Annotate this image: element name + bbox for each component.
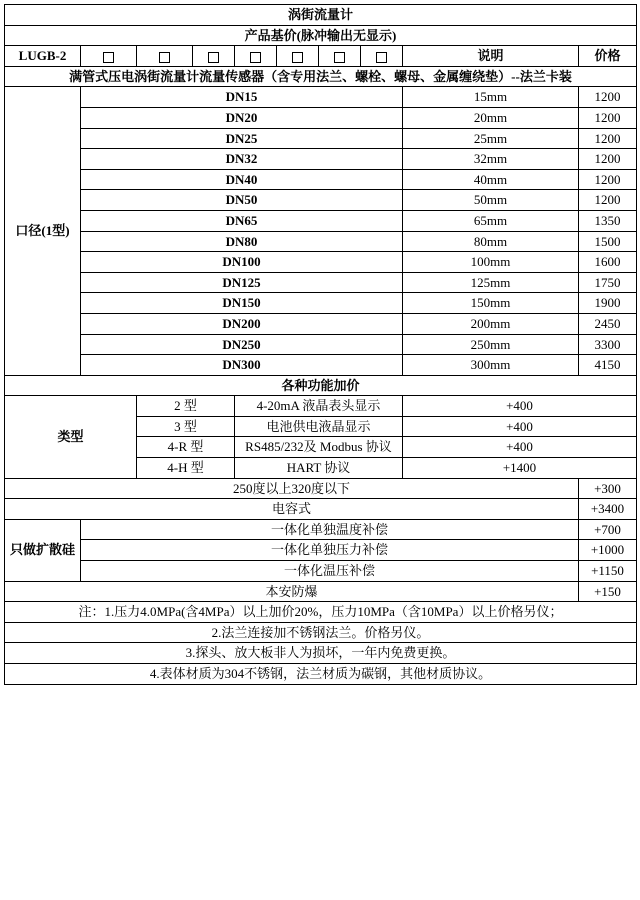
caliber-price: 2450 xyxy=(579,313,637,334)
table-row xyxy=(5,190,637,211)
type-description: 4-20mA 液晶表头显示 xyxy=(235,396,403,417)
table-row xyxy=(5,293,637,314)
subtitle: 产品基价(脉冲输出无显示) xyxy=(5,25,637,46)
type-code: 2 型 xyxy=(137,396,235,417)
explosion-proof-description: 本安防爆 xyxy=(5,581,579,602)
table-row xyxy=(5,149,637,170)
table-row xyxy=(5,499,637,520)
caliber-price: 1200 xyxy=(579,149,637,170)
caliber-dn: DN100 xyxy=(81,252,403,273)
caliber-size: 65mm xyxy=(403,210,579,231)
caliber-dn: DN300 xyxy=(81,355,403,376)
page-title: 涡街流量计 xyxy=(5,5,637,26)
type-code: 4-H 型 xyxy=(137,458,235,479)
explosion-proof-price: +150 xyxy=(579,581,637,602)
table-row xyxy=(5,478,637,499)
silicon-description: 一体化单独温度补偿 xyxy=(81,519,579,540)
caliber-dn: DN65 xyxy=(81,210,403,231)
checkbox-icon[interactable] xyxy=(159,52,170,63)
type-price: +400 xyxy=(403,396,637,417)
table-row xyxy=(5,252,637,273)
caliber-dn: DN250 xyxy=(81,334,403,355)
price-table xyxy=(4,4,637,685)
caliber-price: 1750 xyxy=(579,272,637,293)
type-description: HART 协议 xyxy=(235,458,403,479)
type-price: +1400 xyxy=(403,458,637,479)
note-row xyxy=(5,602,637,623)
features-section-title-row xyxy=(5,375,637,396)
checkbox-icon[interactable] xyxy=(250,52,261,63)
feature-description: 250度以上320度以下 xyxy=(5,478,579,499)
caliber-price: 1900 xyxy=(579,293,637,314)
caliber-price: 1200 xyxy=(579,128,637,149)
type-description: RS485/232及 Modbus 协议 xyxy=(235,437,403,458)
silicon-price: +1150 xyxy=(579,561,637,582)
checkbox-cell-1[interactable] xyxy=(81,46,137,67)
caliber-dn: DN80 xyxy=(81,231,403,252)
product-description-row xyxy=(5,66,637,87)
caliber-dn: DN50 xyxy=(81,190,403,211)
caliber-dn: DN20 xyxy=(81,107,403,128)
table-row xyxy=(5,272,637,293)
caliber-size: 40mm xyxy=(403,169,579,190)
silicon-price: +1000 xyxy=(579,540,637,561)
caliber-price: 4150 xyxy=(579,355,637,376)
caliber-price: 1600 xyxy=(579,252,637,273)
caliber-label: 口径(1型) xyxy=(5,87,81,375)
note-3: 3.探头、放大板非人为损坏，一年内免费更换。 xyxy=(5,643,637,664)
table-row xyxy=(5,169,637,190)
caliber-size: 125mm xyxy=(403,272,579,293)
note-row xyxy=(5,664,637,685)
caliber-size: 250mm xyxy=(403,334,579,355)
silicon-label: 只做扩散硅 xyxy=(5,519,81,581)
table-row xyxy=(5,87,637,108)
caliber-size: 50mm xyxy=(403,190,579,211)
caliber-price: 1500 xyxy=(579,231,637,252)
model-header-row xyxy=(5,46,637,67)
note-2: 2.法兰连接加不锈钢法兰。价格另仪。 xyxy=(5,622,637,643)
table-row xyxy=(5,128,637,149)
table-row xyxy=(5,581,637,602)
document-subtitle-row xyxy=(5,25,637,46)
document-title-row xyxy=(5,5,637,26)
silicon-description: 一体化温压补偿 xyxy=(81,561,579,582)
price-sheet xyxy=(4,4,636,685)
table-row xyxy=(5,231,637,252)
checkbox-cell-2[interactable] xyxy=(137,46,193,67)
caliber-dn: DN150 xyxy=(81,293,403,314)
description-column-header: 说明 xyxy=(403,46,579,67)
table-row xyxy=(5,355,637,376)
table-row xyxy=(5,561,637,582)
table-row xyxy=(5,519,637,540)
note-row xyxy=(5,643,637,664)
type-code: 4-R 型 xyxy=(137,437,235,458)
checkbox-icon[interactable] xyxy=(334,52,345,63)
note-1: 注：1.压力4.0MPa(含4MPa）以上加价20%，压力10MPa（含10MPa）以上价格另仪； xyxy=(5,602,637,623)
checkbox-cell-3[interactable] xyxy=(193,46,235,67)
caliber-dn: DN25 xyxy=(81,128,403,149)
checkbox-cell-5[interactable] xyxy=(277,46,319,67)
table-row xyxy=(5,313,637,334)
features-section-title: 各种功能加价 xyxy=(5,375,637,396)
feature-price: +3400 xyxy=(579,499,637,520)
checkbox-cell-6[interactable] xyxy=(319,46,361,67)
type-description: 电池供电液晶显示 xyxy=(235,416,403,437)
caliber-price: 1200 xyxy=(579,87,637,108)
caliber-size: 200mm xyxy=(403,313,579,334)
caliber-size: 150mm xyxy=(403,293,579,314)
caliber-price: 3300 xyxy=(579,334,637,355)
feature-price: +300 xyxy=(579,478,637,499)
product-description: 满管式压电涡街流量计流量传感器（含专用法兰、螺栓、螺母、金属缠绕垫）--法兰卡装 xyxy=(5,66,637,87)
price-column-header: 价格 xyxy=(579,46,637,67)
model-code: LUGB-2 xyxy=(5,46,81,67)
caliber-size: 300mm xyxy=(403,355,579,376)
caliber-size: 20mm xyxy=(403,107,579,128)
checkbox-icon[interactable] xyxy=(292,52,303,63)
checkbox-cell-4[interactable] xyxy=(235,46,277,67)
silicon-price: +700 xyxy=(579,519,637,540)
type-label: 类型 xyxy=(5,396,137,478)
caliber-price: 1200 xyxy=(579,169,637,190)
silicon-description: 一体化单独压力补偿 xyxy=(81,540,579,561)
caliber-size: 32mm xyxy=(403,149,579,170)
feature-description: 电容式 xyxy=(5,499,579,520)
caliber-dn: DN125 xyxy=(81,272,403,293)
note-row xyxy=(5,622,637,643)
table-row xyxy=(5,540,637,561)
caliber-size: 15mm xyxy=(403,87,579,108)
type-price: +400 xyxy=(403,416,637,437)
caliber-dn: DN32 xyxy=(81,149,403,170)
checkbox-icon[interactable] xyxy=(103,52,114,63)
caliber-dn: DN40 xyxy=(81,169,403,190)
caliber-size: 100mm xyxy=(403,252,579,273)
caliber-price: 1200 xyxy=(579,107,637,128)
checkbox-icon[interactable] xyxy=(208,52,219,63)
caliber-price: 1200 xyxy=(579,190,637,211)
table-row xyxy=(5,107,637,128)
caliber-size: 80mm xyxy=(403,231,579,252)
caliber-dn: DN200 xyxy=(81,313,403,334)
checkbox-cell-7[interactable] xyxy=(361,46,403,67)
table-row xyxy=(5,210,637,231)
note-4: 4.表体材质为304不锈钢，法兰材质为碳钢，其他材质协议。 xyxy=(5,664,637,685)
type-price: +400 xyxy=(403,437,637,458)
table-row xyxy=(5,396,637,417)
table-row xyxy=(5,334,637,355)
caliber-dn: DN15 xyxy=(81,87,403,108)
caliber-size: 25mm xyxy=(403,128,579,149)
caliber-price: 1350 xyxy=(579,210,637,231)
type-code: 3 型 xyxy=(137,416,235,437)
checkbox-icon[interactable] xyxy=(376,52,387,63)
